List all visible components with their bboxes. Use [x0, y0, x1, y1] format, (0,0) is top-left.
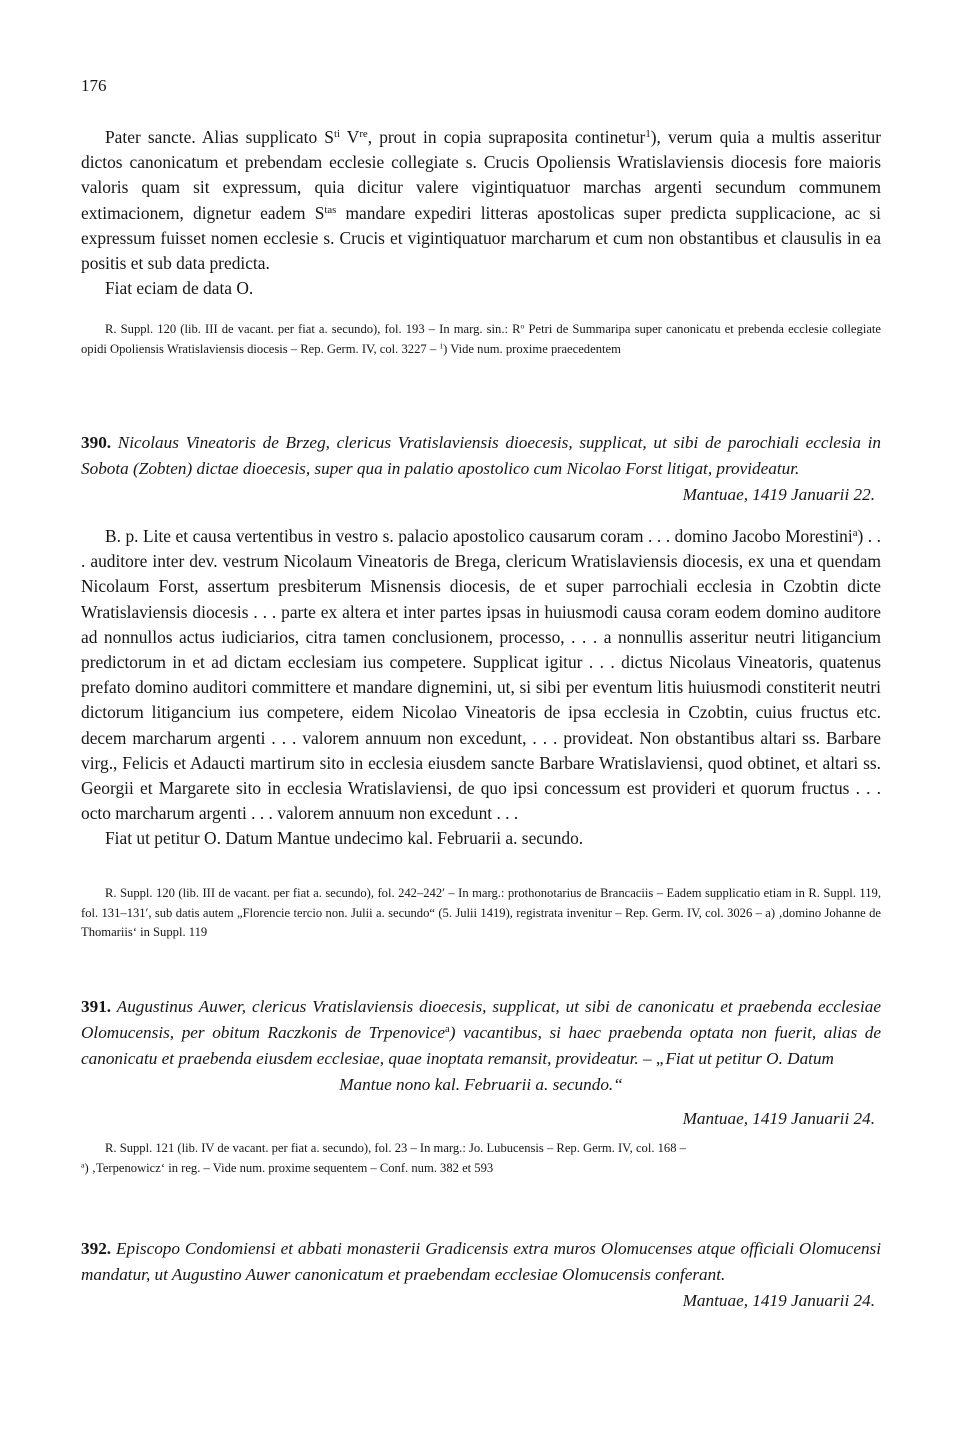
entry-390-text: B. p. Lite et causa vertentibus in vestro s. palacio apostolico causarum coram . . . domino Jacobo Morestini$^a$) . . . auditore inter dev. vestrum Nicolaum Vineatoris de Brega, clericum Wratislaviensis diocesis, ex una et quendam Nicolaum Forst, assertum presbiterum Misnensis diocesis, de et super parrochiali ecclesia in Czobtin dicte Wratislaviensis diocesis . . . parte ex altera et inter partes ipsas in huiusmodi causa coram eodem domino auditore ad nonnullos actus iudiciarios, citra tamen conclusionem, processo, . . . a nonnullis asseritur neutri litigancium predictorum in et ad dictam ecclesiam ius competere. Supplicat igitur . . . dictus Nicolaus Vineatoris, quatenus prefato domino auditori committere et mandare dignemini, ut, si sibi per eventum litis huiusmodi constiterit neutri dictorum litigancium ius competere, eidem Nicolao Vineatoris de ipsa ecclesia in Czobtin, cuius fructus etc. decem marcharum argenti . . . valorem annuum non excedunt, . . . provideat. Non obstantibus altari ss. Barbare virg., Felicis et Adaucti martirum sito in ecclesia eiusdem sancte Barbare Wratislaviensi, quod obtinet, et altari ss. Georgii et Margarete sito in ecclesia Wratislaviensi, de quo ipsi concessum est provideri et quorum fructus . . . octo marcharum argenti . . . valorem annuum non excedunt . . . Fiat ut petitur O. Datum Mantue undecimo kal. Februarii a. secundo.: [81, 524, 881, 852]
entry-392-heading: 392. Episcopo Condomiensi et abbati monasterii Gradicensis extra muros Olomucenses atque officiali Olomucensi mandatur, ut Augustino Auwer canonicatum et praebendam ecclesiae Olomucensis conferant. Mantuae, 1419 Januarii 24.: [81, 1236, 881, 1314]
previous-entry-note: R. Suppl. 120 (lib. III de vacant. per fiat a. secundo), fol. 193 – In marg. sin.: $R^o$ Petri de Summaripa super canonicatu et prebenda ecclesie collegiate opidi Opoliensis Wratislaviensis diocesis – Rep. Germ. IV, col. 3227 – $^1$) Vide num. proxime praecedentem: [81, 321, 881, 356]
entry-number: 390.: [81, 433, 112, 452]
fiat-line: Fiat ut petitur O. Datum Mantue undecimo kal. Februarii a. secundo.: [105, 828, 584, 849]
page-number: 176: [81, 76, 107, 95]
fiat-line: Fiat eciam de data O.: [105, 278, 254, 299]
entry-390-note: R. Suppl. 120 (lib. III de vacant. per fiat a. secundo), fol. 242–242′ – In marg.: prothonotarius de Brancaciis – Eadem supplicatio etiam in R. Suppl. 119, fol. 131–131′, sub datis autem „Florencie tercio non. Julii a. secundo“ (5. Julii 1419), registrata invenitur – Rep. Germ. IV, col. 3026 – a) ‚domino Johanne de Thomariis‘ in Suppl. 119: [81, 886, 881, 939]
place-date: Mantuae, 1419 Januarii 22.: [682, 485, 875, 504]
entry-number: 392.: [81, 1239, 112, 1258]
entry-number: 391.: [81, 997, 112, 1016]
entry-390-heading: 390. Nicolaus Vineatoris de Brzeg, clericus Vratislaviensis dioecesis, supplicat, ut sibi de parochiali ecclesia in Sobota (Zobten) dictae dioecesis, super qua in palatio apostolico cum Nicolao Forst litigat, provideatur. Mantuae, 1419 Januarii 22.: [81, 430, 881, 508]
supplication-paragraph: Pater sancte. Alias supplicato $S^{ti}$ Vre, prout in copia supraposita continetur$^1$), verum quia a multis asseritur dictos canonicatum et prebendam ecclesie collegiate s. Crucis Opoliensis Wratislaviensis diocesis fore maioris valoris quam sit expressum, quia dicitur valere vigintiquatuor marchas argenti secundum communem extimacionem, dignetur eadem $S^{tas}$ mandare expediri litteras apostolicas super predicta supplicacione, ac si expressum fuisset nomen ecclesie s. Crucis et vigintiquatuor marcharum et cum non obstantibus et clausulis in ea positis et sub data predicta.: [81, 127, 882, 274]
previous-entry-text: [81, 125, 881, 301]
place-date: Mantuae, 1419 Januarii 24.: [682, 1109, 875, 1128]
entry-391-heading: 391. Augustinus Auwer, clericus Vratislaviensis dioecesis, supplicat, ut sibi de canonicatu et praebenda ecclesiae Olomucensis, per obitum Raczkonis de Trpenovice$^a$) vacantibus, si haec praebenda optata non fuerit, alias de canonicatu et praebenda eiusdem ecclesiae, quae inoptata remansit, provideatur. – „Fiat ut petitur O. Datum Mantue nono kal. Februarii a. secundo.“ Mantuae, 1419 Januarii 24.: [81, 994, 881, 1132]
place-date: Mantuae, 1419 Januarii 24.: [682, 1291, 875, 1310]
entry-391-note: R. Suppl. 121 (lib. IV de vacant. per fiat a. secundo), fol. 23 – In marg.: Jo. Lubucensis – Rep. Germ. IV, col. 168 – $^a$) ‚Terpenowicz‘ in reg. – Vide num. proxime sequentem – Conf. num. 382 et 593: [81, 1141, 686, 1175]
